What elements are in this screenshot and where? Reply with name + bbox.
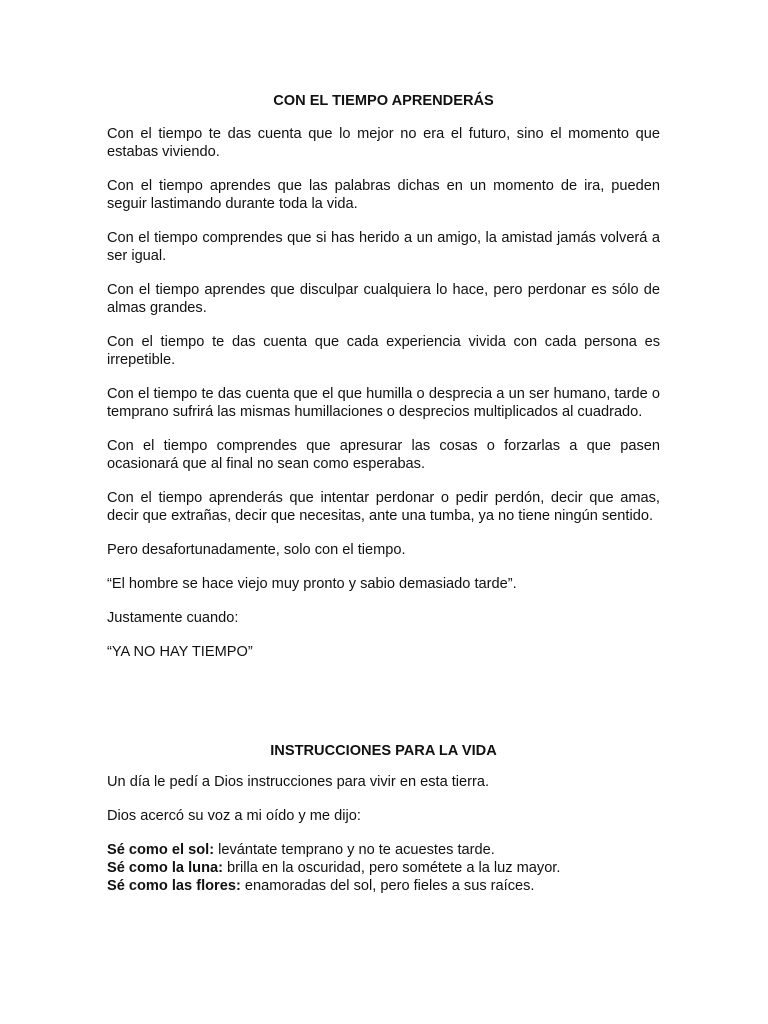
closing-quote: “YA NO HAY TIEMPO” — [107, 644, 253, 660]
paragraph: Un día le pedí a Dios instrucciones para vivir en esta tierra. — [107, 774, 490, 790]
paragraph: Dios acercó su voz a mi oído y me dijo: — [107, 808, 361, 824]
section-title-con-el-tiempo: CON EL TIEMPO APRENDERÁS — [273, 93, 494, 109]
instruction-line — [107, 859, 660, 877]
paragraph: Con el tiempo te das cuenta que cada experiencia vivida con cada persona es irrepetible. — [107, 334, 660, 368]
instruction-line — [107, 877, 660, 895]
paragraph: Con el tiempo aprendes que disculpar cualquiera lo hace, pero perdonar es sólo de almas grandes. — [107, 282, 660, 316]
quote-paragraph: “El hombre se hace viejo muy pronto y sabio demasiado tarde”. — [107, 576, 517, 592]
paragraph: Con el tiempo aprenderás que intentar perdonar o pedir perdón, decir que amas, decir que extrañas, decir que necesitas, ante una tumba, ya no tiene ningún sentido. — [107, 490, 660, 524]
section-body-instrucciones — [107, 773, 660, 895]
paragraph: Con el tiempo te das cuenta que el que humilla o desprecia a un ser humano, tarde o temprano sufrirá las mismas humillaciones o desprecios multiplicados al cuadrado. — [107, 386, 660, 420]
paragraph: Con el tiempo te das cuenta que lo mejor no era el futuro, sino el momento que estabas viviendo. — [107, 126, 660, 160]
instruction-label: Sé como el sol: — [107, 842, 215, 858]
paragraph: Con el tiempo aprendes que las palabras dichas en un momento de ira, pueden seguir lastimando durante toda la vida. — [107, 178, 660, 212]
instruction-text: enamoradas del sol, pero fieles a sus raíces. — [240, 878, 535, 894]
instruction-text: brilla en la oscuridad, pero sométete a la luz mayor. — [222, 860, 561, 876]
section-body-con-el-tiempo — [107, 125, 660, 661]
section-title-instrucciones: INSTRUCCIONES PARA LA VIDA — [270, 743, 497, 759]
paragraph: Con el tiempo comprendes que si has herido a un amigo, la amistad jamás volverá a ser igual. — [107, 230, 660, 264]
instruction-label: Sé como las flores: — [107, 878, 241, 894]
paragraph: Con el tiempo comprendes que apresurar las cosas o forzarlas a que pasen ocasionará que al final no sean como esperabas. — [107, 438, 660, 472]
paragraph: Pero desafortunadamente, solo con el tiempo. — [107, 542, 406, 558]
instruction-label: Sé como la luna: — [107, 860, 223, 876]
instruction-line — [107, 841, 660, 859]
instruction-list — [107, 841, 660, 895]
paragraph: Justamente cuando: — [107, 610, 239, 626]
instruction-text: levántate temprano y no te acuestes tarde. — [214, 842, 495, 858]
